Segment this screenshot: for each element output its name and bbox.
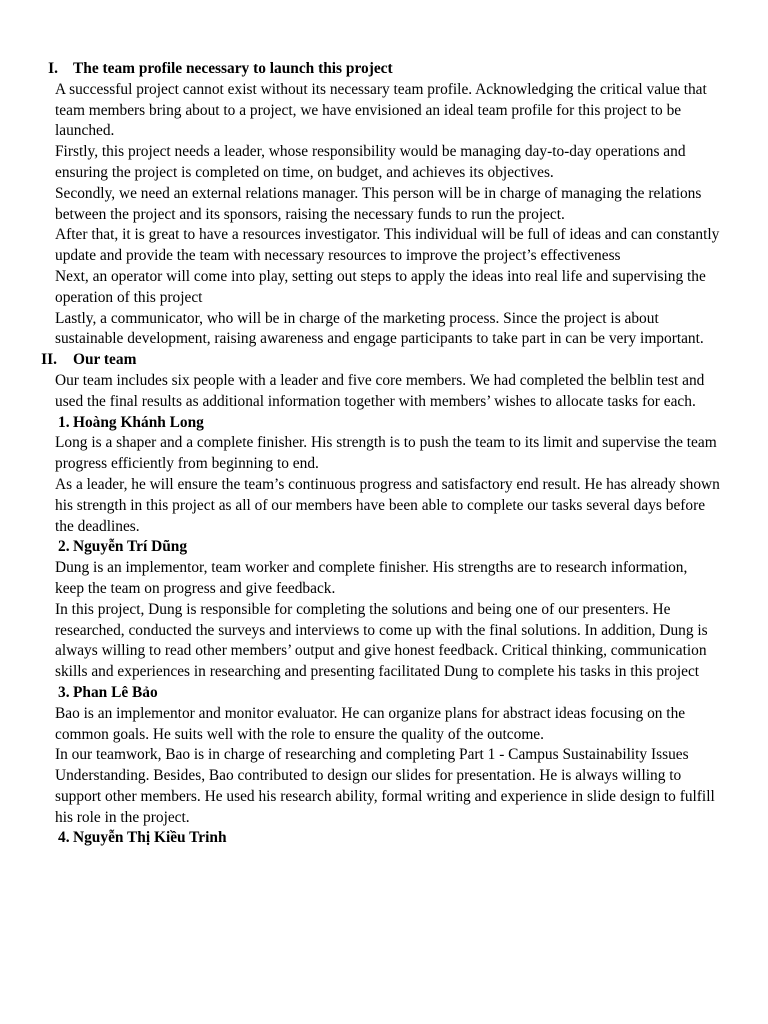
member-heading xyxy=(0,413,768,434)
paragraph: In this project, Dung is responsible for completing the solutions and being one of our presenters. He researched, conducted the surveys and interviews to come up with the final solutions. In addition, Dung is always willing to read other members’ output and give honest feedback. Critical thinking, communication skills and experiences in researching and presenting facilitated Dung to complete his tasks in this project xyxy=(55,600,708,681)
member-name: Phan Lê Bảo xyxy=(73,683,158,701)
paragraph: Secondly, we need an external relations manager. This person will be in charge of managing the relations between the project and its sponsors, raising the necessary funds to run the project. xyxy=(55,184,702,223)
member-name: Nguyễn Thị Kiều Trinh xyxy=(73,829,227,847)
paragraph: Lastly, a communicator, who will be in charge of the marketing process. Since the project is about sustainable development, raising awareness and engage participants to take part in can be very important. xyxy=(55,309,704,348)
paragraph: After that, it is great to have a resources investigator. This individual will be full of ideas and can constantly update and provide the team with necessary resources to improve the project’s effectiveness xyxy=(55,226,720,265)
member-heading xyxy=(0,683,768,704)
member-heading xyxy=(0,828,768,849)
member-number: 4. xyxy=(58,829,70,847)
member-heading xyxy=(0,537,768,558)
paragraph: Long is a shaper and a complete finisher. His strength is to push the team to its limit and supervise the team progress efficiently from beginning to end. xyxy=(55,434,717,473)
paragraph: Dung is an implementor, team worker and complete finisher. His strengths are to research information, keep the team on progress and give feedback. xyxy=(55,559,688,597)
document-content xyxy=(0,59,768,849)
member-number: 3. xyxy=(58,683,70,701)
section-number: II. xyxy=(41,351,57,369)
member-name: Hoàng Khánh Long xyxy=(73,413,204,431)
member-name: Nguyễn Trí Dũng xyxy=(73,538,188,556)
paragraph: In our teamwork, Bao is in charge of researching and completing Part 1 - Campus Sustainability Issues Understanding. Besides, Bao contributed to design our slides for presentation. He is always willing to support other members. He used his research ability, formal writing and experience in slide design to fulfill his role in the project. xyxy=(55,746,715,826)
section-heading-our-team xyxy=(0,350,768,371)
member-number: 2. xyxy=(58,538,70,556)
paragraph: As a leader, he will ensure the team’s continuous progress and satisfactory end result. He has already shown his strength in this project as all of our members have been able to complete our tasks several days before the deadlines. xyxy=(55,475,720,535)
paragraph: Firstly, this project needs a leader, whose responsibility would be managing day-to-day operations and ensuring the project is completed on time, on budget, and achieves its objectives. xyxy=(55,143,686,181)
section-title: The team profile necessary to launch this project xyxy=(73,60,393,77)
section-title: Our team xyxy=(73,351,137,369)
paragraph: A successful project cannot exist without its necessary team profile. Acknowledging the critical value that team members bring about to a project, we have envisioned an ideal team profile for this project to be launched. xyxy=(55,80,707,140)
paragraph: Bao is an implementor and monitor evaluator. He can organize plans for abstract ideas focusing on the common goals. He suits well with the role to ensure the quality of the outcome. xyxy=(55,704,686,743)
section-number: I. xyxy=(48,60,58,77)
paragraph: Our team includes six people with a leader and five core members. We had completed the belblin test and used the final results as additional information together with members’ wishes to allocate tasks for each. xyxy=(55,371,705,410)
paragraph: Next, an operator will come into play, setting out steps to apply the ideas into real life and supervising the operation of this project xyxy=(55,267,706,306)
section-heading-team-profile xyxy=(0,59,768,80)
member-number: 1. xyxy=(58,413,70,431)
